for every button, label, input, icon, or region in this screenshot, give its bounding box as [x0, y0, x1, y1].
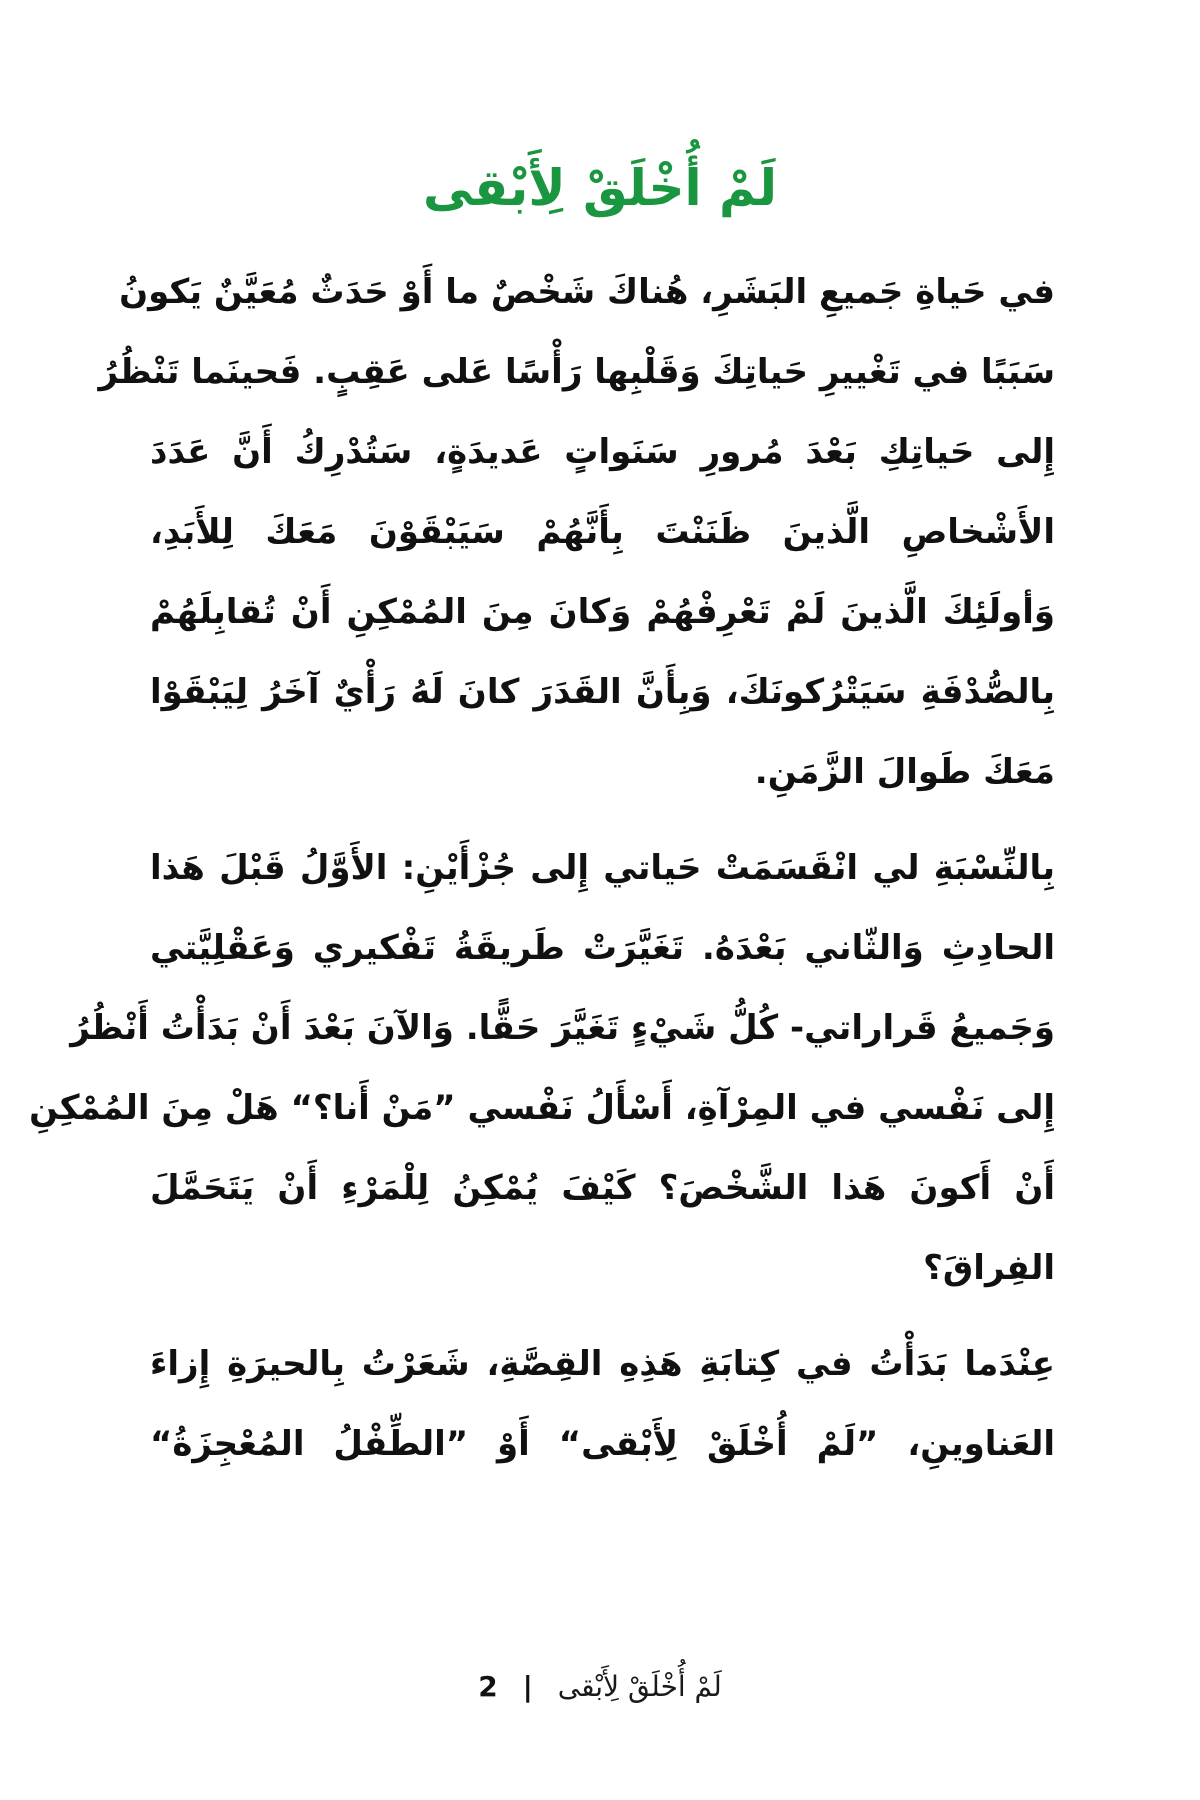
- text-line: بِالنِّسْبَةِ لي انْقَسَمَتْ حَياتي إِلى جُزْأَيْنِ: الأَوَّلُ قَبْلَ هَذا: [150, 848, 1055, 888]
- page-title: لَمْ أُخْلَقْ لِأَبْقى: [422, 159, 778, 217]
- text-line: إِلى حَياتِكِ بَعْدَ مُرورِ سَنَواتٍ عَديدَةٍ، سَتُدْرِكُ أَنَّ عَدَدَ: [150, 432, 1055, 472]
- paragraph-3: [150, 1324, 1055, 1484]
- text-line: في حَياةِ جَميعِ البَشَرِ، هُناكَ شَخْصٌ ما أَوْ حَدَثٌ مُعَيَّنٌ يَكونُ: [119, 272, 1055, 312]
- text-line: إِلى نَفْسي في المِرْآةِ، أَسْأَلُ نَفْسي ”مَنْ أَنا؟“ هَلْ مِنَ المُمْكِنِ: [29, 1088, 1055, 1128]
- text-line: أَنْ أَكونَ هَذا الشَّخْصَ؟ كَيْفَ يُمْكِنُ لِلْمَرْءِ أَنْ يَتَحَمَّلَ: [150, 1168, 1055, 1208]
- body-text: [29, 252, 1055, 1500]
- text-line: بِالصُّدْفَةِ سَيَتْرُكونَكَ، وَبِأَنَّ القَدَرَ كانَ لَهُ رَأْيٌ آخَرُ لِيَبْقَوْا: [150, 672, 1055, 712]
- paragraph-2: [29, 828, 1055, 1308]
- paragraph-1: [98, 252, 1055, 812]
- text-line: الحادِثِ وَالثّاني بَعْدَهُ. تَغَيَّرَتْ طَريقَةُ تَفْكيري وَعَقْلِيَّتي: [150, 928, 1055, 968]
- text-line: وَأولَئِكَ الَّذينَ لَمْ تَعْرِفْهُمْ وَكانَ مِنَ المُمْكِنِ أَنْ تُقابِلَهُمْ: [150, 592, 1055, 632]
- text-line: مَعَكَ طَوالَ الزَّمَنِ.: [754, 752, 1055, 792]
- text-line: العَناوينِ، ”لَمْ أُخْلَقْ لِأَبْقى“ أَوْ ”الطِّفْلُ المُعْجِزَةُ“: [150, 1424, 1055, 1464]
- text-line: الفِراقَ؟: [923, 1248, 1055, 1288]
- footer-separator: |: [522, 1670, 533, 1703]
- text-line: الأَشْخاصِ الَّذينَ ظَنَنْتَ بِأَنَّهُمْ سَيَبْقَوْنَ مَعَكَ لِلأَبَدِ،: [150, 512, 1055, 552]
- text-line: وَجَميعُ قَراراتي- كُلُّ شَيْءٍ تَغَيَّرَ حَقًّا. وَالآنَ بَعْدَ أَنْ بَدَأْتُ أَنْظُرُ: [70, 1008, 1055, 1048]
- text-line: سَبَبًا في تَغْييرِ حَياتِكَ وَقَلْبِها رَأْسًا عَلى عَقِبٍ. فَحينَما تَنْظُرُ: [98, 352, 1055, 392]
- footer-book-title: لَمْ أُخْلَقْ لِأَبْقى: [557, 1670, 722, 1703]
- page-number: 2: [478, 1670, 498, 1703]
- text-line: عِنْدَما بَدَأْتُ في كِتابَةِ هَذِهِ القِصَّةِ، شَعَرْتُ بِالحيرَةِ إِزاءَ: [150, 1344, 1055, 1384]
- page-footer: [0, 1662, 1200, 1712]
